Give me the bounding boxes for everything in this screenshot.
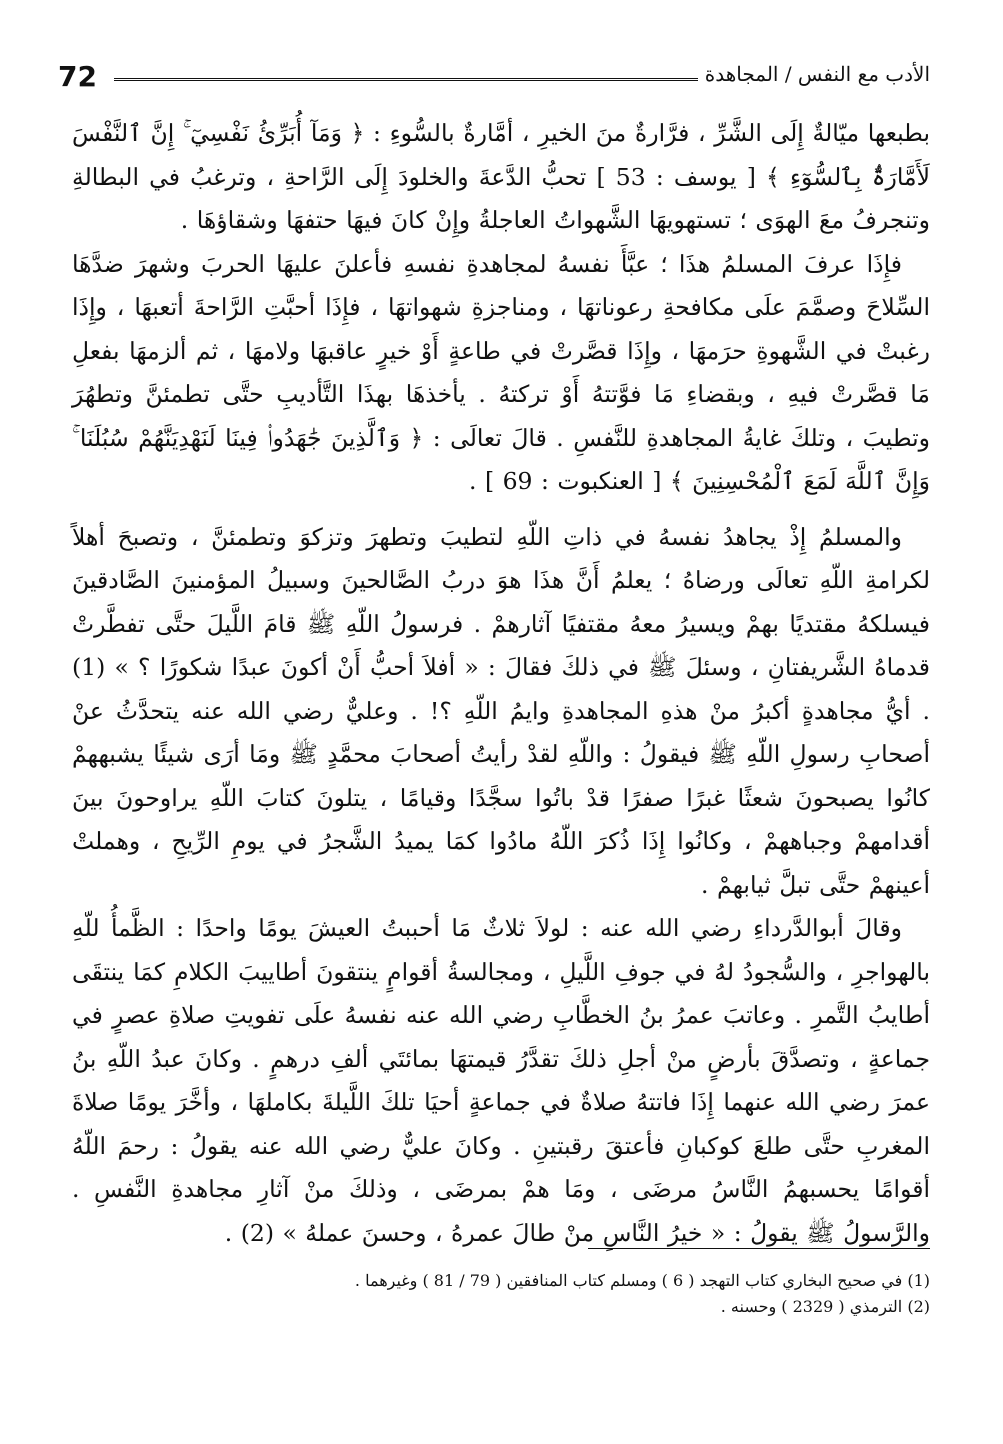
paragraph-companions-sayings: وقالَ أبوالدَّرداءِ رضي الله عنه : لولاَ ثلاثٌ مَا أحببتُ العيشَ يومًا واحدًا : الظَّمأُ للّهِ بالهواجرِ ، والسُّجودُ لهُ في جوفِ اللَّيلِ ، ومجالسةُ أقوامٍ ينتقونَ أطاييبَ الكلامِ كمَا ينتقَى أطايبُ التَّمرِ . وعاتبَ عمرُ بنُ الخطَّابِ رضي الله عنه نفسهُ علَى تفويتِ صلاةِ عصرٍ في جماعةٍ ، وتصدَّقَ بأرضٍ منْ أجلِ ذلكَ تقدَّرُ قيمتهَا بمائتَي ألفِ درهمٍ . وكانَ عبدُ اللّهِ بنُ عمرَ رضي الله عنهما إِذَا فاتتهُ صلاةٌ في جماعةٍ أحيَا تلكَ اللَّيلةَ بكاملهَا ، وأخَّرَ يومًا صلاةَ المغربِ حتَّى طلعَ كوكبانِ فأعتقَ رقبتينِ . وكانَ عليٌّ رضي الله عنه يقولُ : رحمَ اللّهُ أقوامًا يحسبهمُ النَّاسُ مرضَى ، ومَا همْ بمرضَى ، وذلكَ منْ آثارِ مجاهدةِ النَّفسِ . والرَّسولُ ﷺ يقولُ : « خيرُ النَّاسِ منْ طالَ عمرهُ ، وحسنَ عملهُ » (2) . — [72, 914, 930, 1247]
footnote-1: (1) في صحيح البخاري كتاب التهجد ( 6 ) ومسلم كتاب المنافقين ( 79 / 81 ) وغيرهما . — [354, 1271, 930, 1290]
body-text — [72, 112, 930, 1255]
running-title: الأدب مع النفس / المجاهدة — [704, 62, 930, 86]
footnote-rule — [588, 1248, 930, 1249]
page-header — [58, 60, 930, 100]
paragraph-struggle-against-self: فإِذَا عرفَ المسلمُ هذَا ؛ عبَّأَ نفسهُ لمجاهدةِ نفسهِ فأعلنَ عليهَا الحربَ وشهرَ ضدَّهَا السِّلاحَ وصمَّمَ علَى مكافحةِ رعوناتهَا ، ومناجزةِ شهواتهَا ، فإِذَا أحبَّتِ الرَّاحةَ أتعبهَا ، وإِذَا رغبتْ في الشَّهوةِ حرَمهَا ، وإِذَا قصَّرتْ في طاعةٍ أَوْ خيرٍ عاقبهَا ولامهَا ، ثم ألزمهَا بفعلِ مَا قصَّرتْ فيهِ ، وبقضاءِ مَا فوَّتتهُ أَوْ تركتهُ . يأخذهَا بهذَا التَّأديبِ حتَّى تطمئنَّ وتطهُرَ وتطيبَ ، وتلكَ غايةُ المجاهدةِ للنَّفسِ . قالَ تعالَى : ﴿ وَٱلَّذِينَ جَٰهَدُوا۟ فِينَا لَنَهْدِيَنَّهُمْ سُبُلَنَا ۚ وَإِنَّ ٱللَّهَ لَمَعَ ٱلْمُحْسِنِينَ ﴾ [ العنكبوت : 69 ] . — [72, 249, 930, 495]
header-rule — [114, 78, 698, 85]
footnote-2: (2) الترمذي ( 2329 ) وحسنه . — [720, 1297, 930, 1316]
paragraph-nature-of-self: بطبعها ميّالةٌ إِلَى الشَّرِّ ، فرَّارةٌ منَ الخيرِ ، أمَّارةٌ بالسُّوءِ : ﴿ وَمَآ أُبَرِّئُ نَفْسِيٓ ۚ إِنَّ ٱلنَّفْسَ لَأَمَّارَةٌۢ بِٱلسُّوٓءِ ﴾ [ يوسف : 53 ] تحبُّ الدَّعةَ والخلودَ إِلَى الرَّاحةِ ، وترغبُ في البطالةِ وتنجرفُ معَ الهوَى ؛ تستهويهَا الشَّهواتُ العاجلةُ وإِنْ كانَ فيهَا حتفهَا وشقاؤهَا . — [72, 119, 930, 234]
paragraph-example-of-righteous: والمسلمُ إِذْ يجاهدُ نفسهُ في ذاتِ اللّهِ لتطيبَ وتطهرَ وتزكوَ وتطمئنَّ ، وتصبحَ أهلاً لكرامةِ اللّهِ تعالَى ورضاهُ ؛ يعلمُ أَنَّ هذَا هوَ دربُ الصَّالحينَ وسبيلُ المؤمنينَ الصَّادقينَ فيسلكهُ مقتديًا بهمْ ويسيرُ معهُ مقتفيًا آثارهمْ . فرسولُ اللّهِ ﷺ قامَ اللَّيلَ حتَّى تفطَّرتْ قدماهُ الشَّريفتانِ ، وسئلَ ﷺ في ذلكَ فقالَ : « أفلاَ أحبُّ أَنْ أكونَ عبدًا شكورًا ؟ » (1) . أيُّ مجاهدةٍ أكبرُ منْ هذهِ المجاهدةِ وايمُ اللّهِ ؟! . وعليٌّ رضي الله عنه يتحدَّثُ عنْ أصحابِ رسولِ اللّهِ ﷺ فيقولُ : واللّهِ لقدْ رأيتُ أصحابَ محمَّدٍ ﷺ ومَا أرَى شيئًا يشبههمْ كانُوا يصبحونَ شعثًا غبرًا صفرًا قدْ باتُوا سجَّدًا وقيامًا ، يتلونَ كتابَ اللّهِ يراوحونَ بينَ أقدامهمْ وجباههمْ ، وكانُوا إِذَا ذُكرَ اللّهُ مادُوا كمَا يميدُ الشَّجرُ في يومِ الرِّيحِ ، وهملتْ أعينهمْ حتَّى تبلَّ ثيابهمْ . — [72, 522, 930, 899]
page-number: 72 — [58, 60, 97, 93]
footnotes — [300, 1268, 930, 1320]
